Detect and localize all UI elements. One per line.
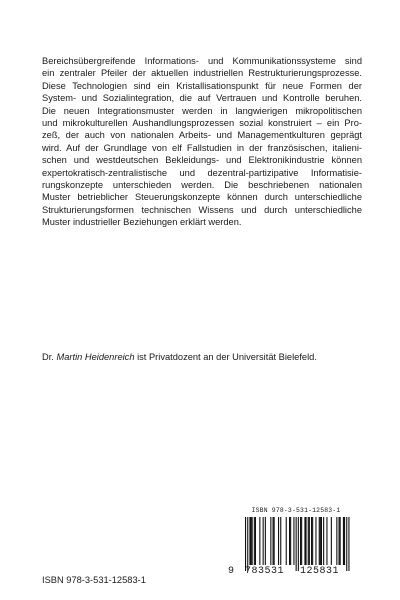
barcode-bar [296,517,297,571]
blurb-line: Muster betrieblicher Steuerungskonzepte können durch unterschiedliche [42,192,362,203]
author-prefix: Dr. [42,352,57,362]
barcode-bar [254,517,255,565]
barcode-bar [306,517,307,565]
barcode-bar [344,517,345,565]
barcode-bar [319,517,320,565]
barcode-bar [326,517,327,565]
barcode-bar [312,517,313,565]
barcode-bar [247,517,248,571]
barcode-bar [278,517,279,565]
author-suffix: ist Privatdozent an der Universität Bielefeld. [134,352,317,362]
barcode-bar [270,517,271,565]
blurb-line: System- und Sozialintegration, die auf Vertrauen und Kontrolle beruhen. [42,93,362,104]
barcode-bar [346,517,347,571]
barcode-isbn-label: ISBN 978-3-531-12583-1 [251,507,341,514]
barcode-bar [300,517,301,565]
barcode-left-digits: 783531 [245,566,285,577]
barcode-bar [290,517,291,565]
blurb-line: ein zentraler Pfeiler der aktuellen industriellen Restrukturierungsprozesse. [42,68,362,79]
blurb-line: Muster industrieller Beziehungen erklärt werden. [42,217,242,228]
blurb-line: zeß, der auch von nationalen Arbeits- und Managementkulturen geprägt [42,130,362,141]
barcode-bar [259,517,260,565]
blurb-line: wird. Auf der Grundlage von elf Fallstudien in der französischen, italieni- [42,142,362,153]
barcode-bar [321,517,322,565]
barcode-bar [340,517,341,565]
barcode-bar [323,517,324,565]
blurb-line: und mikrokulturellen Aushandlungsprozessen sozial konstruiert – ein Pro- [42,118,362,129]
barcode-bars [234,517,360,573]
barcode-bar [293,517,294,565]
barcode-bar [274,517,275,565]
barcode-bar [301,517,302,565]
isbn-bottom: ISBN 978-3-531-12583-1 [42,575,146,585]
blurb-line: rungskonzepte unterschieden werden. Die beschriebenen nationalen [42,180,362,191]
barcode-bar [286,517,287,565]
blurb-line: expertokratisch-zentralistische und dezentral-partizipative Informatisie- [42,167,362,178]
barcode-bar [265,517,266,565]
barcode-bar [331,517,332,565]
blurb-line: Bereichsübergreifende Informations- und Kommunikationssysteme sind [42,56,362,66]
barcode-bar [309,517,310,565]
barcode-bar [304,517,305,565]
barcode-bar [315,517,316,565]
barcode-bar [245,517,246,571]
barcode-bar [263,517,264,565]
barcode-bar [348,517,349,571]
blurb-line: Die neuen Integrationsmuster werden in langwierigen mikropolitischen [42,105,362,116]
barcode-right-digits: 125831 [300,566,340,577]
blurb-line: Diese Technologien sind ein Kristallisationspunkt für neue Formen der [42,80,362,91]
barcode-bar [249,517,250,565]
barcode-bar [289,517,290,565]
barcode-bar [298,517,299,571]
barcode-bar [308,517,309,565]
barcode-bar [251,517,252,565]
barcode-bar [252,517,253,565]
barcode-bar [339,517,340,565]
barcode [228,507,364,587]
barcode-bar [336,517,337,565]
blurb-line: schen und westdeutschen Bekleidungs- und Elektronikindustrie können [42,155,362,166]
barcode-bar [320,517,321,565]
barcode-bar [311,517,312,565]
blurb-line: Strukturierungsformen technischen Wissens und durch unterschiedliche [42,204,362,215]
barcode-bar [273,517,274,565]
barcode-bar [343,517,344,565]
author-name: Martin Heidenreich [56,352,135,362]
barcode-bar [280,517,281,565]
blurb-text [42,55,362,229]
barcode-bar [255,517,256,565]
author-note [42,351,362,363]
barcode-first-digit: 9 [228,566,235,577]
